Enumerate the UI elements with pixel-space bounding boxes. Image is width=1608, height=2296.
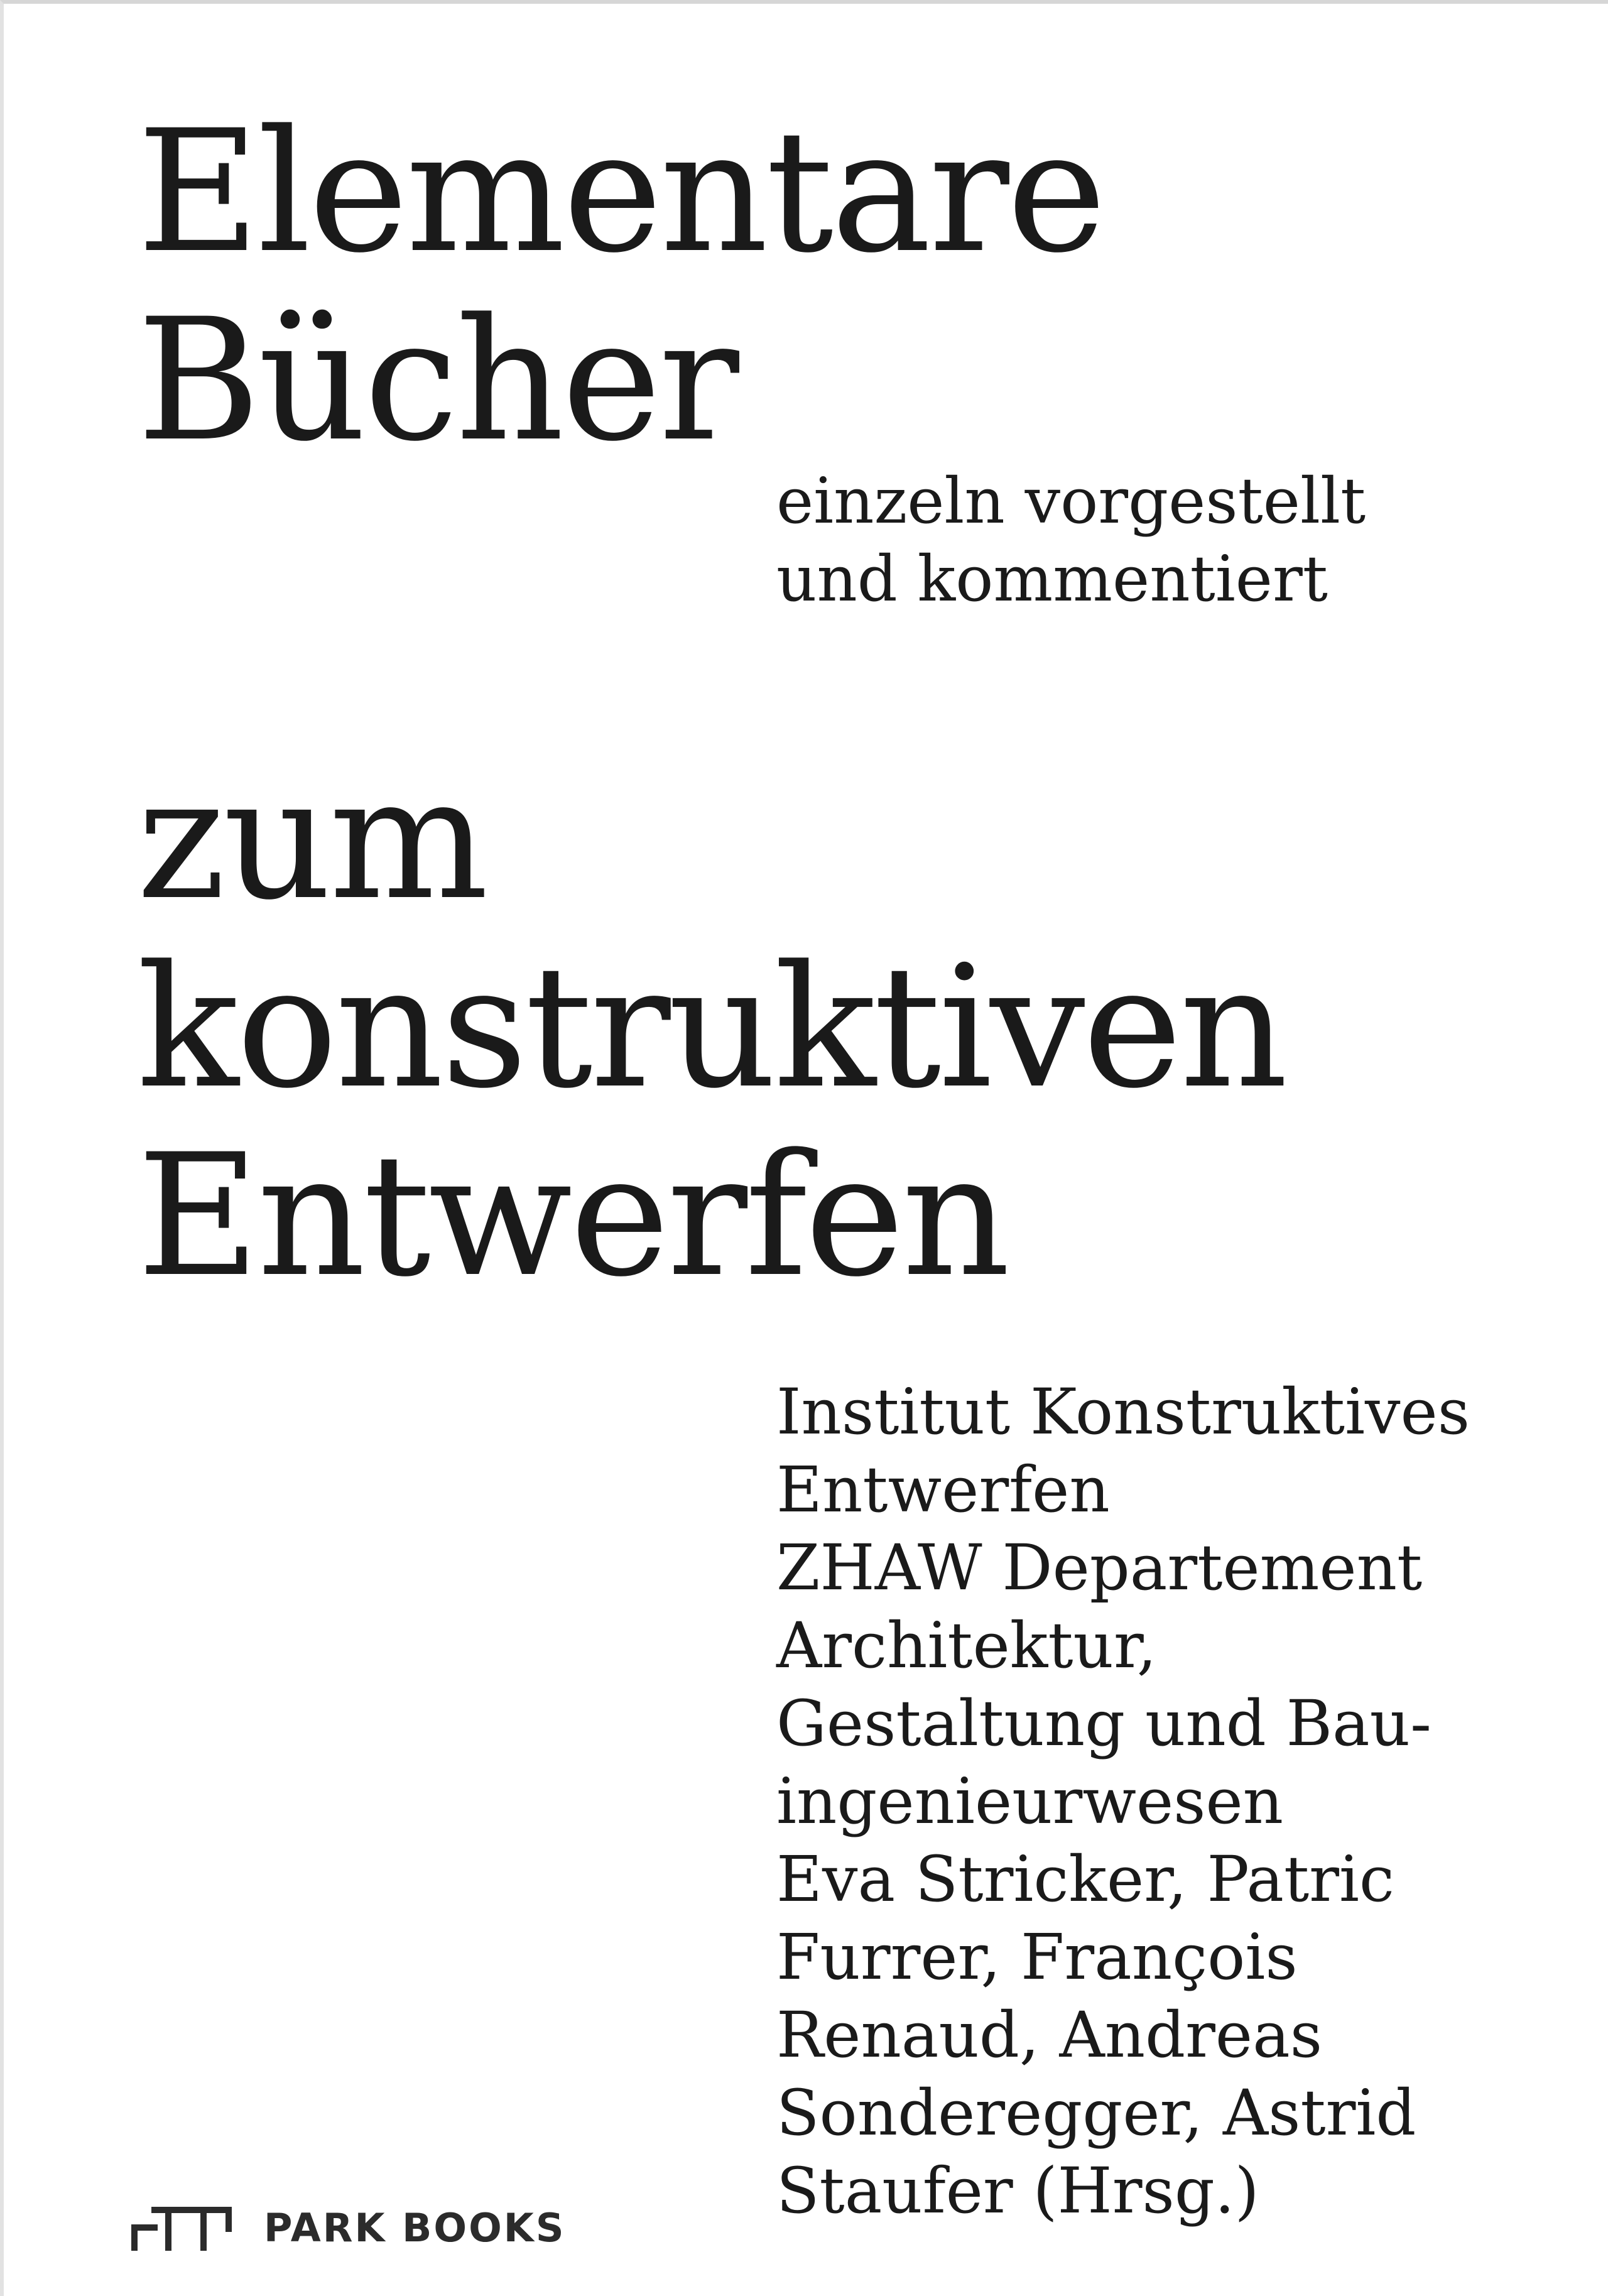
- credits-line: ZHAW Departement: [776, 1531, 1423, 1604]
- publisher-imprint: [129, 2202, 565, 2253]
- cover-title-line: konstruktiven: [137, 930, 1286, 1126]
- credits-line: Renaud, Andreas: [776, 1998, 1323, 2072]
- credits-line: Entwerfen: [776, 1453, 1110, 1526]
- publisher-name: PARK BOOKS: [264, 2204, 566, 2251]
- credits-line: ingenieurwesen: [776, 1765, 1284, 1838]
- credits-line: Sonderegger, Astrid: [776, 2076, 1416, 2150]
- cover-title-line: Elementare: [137, 94, 1104, 290]
- credits-line: Staufer (Hrsg.): [776, 2154, 1259, 2228]
- credits-line: Gestaltung und Bau-: [776, 1687, 1431, 1760]
- credits-line: Institut Konstruktives: [776, 1375, 1470, 1449]
- cover-subtitle-line: und kommentiert: [776, 542, 1328, 616]
- cover-subtitle: [776, 462, 1366, 618]
- cover-title-line: Entwerfen: [137, 1118, 1008, 1314]
- cover-title: [137, 94, 1104, 479]
- credits-line: Eva Stricker, Patric: [776, 1842, 1394, 1916]
- cover-subtitle-line: einzeln vorgestellt: [776, 464, 1366, 538]
- cover-title-line: zum: [137, 741, 486, 937]
- credits-line: Furrer, François: [776, 1920, 1298, 1994]
- cover-credits: [776, 1373, 1470, 2230]
- cover-title-line: Bücher: [137, 283, 737, 479]
- credits-line: Architektur,: [776, 1609, 1157, 1682]
- cover-title-continuation: [137, 741, 1286, 1314]
- park-books-logo-icon: [129, 2202, 236, 2253]
